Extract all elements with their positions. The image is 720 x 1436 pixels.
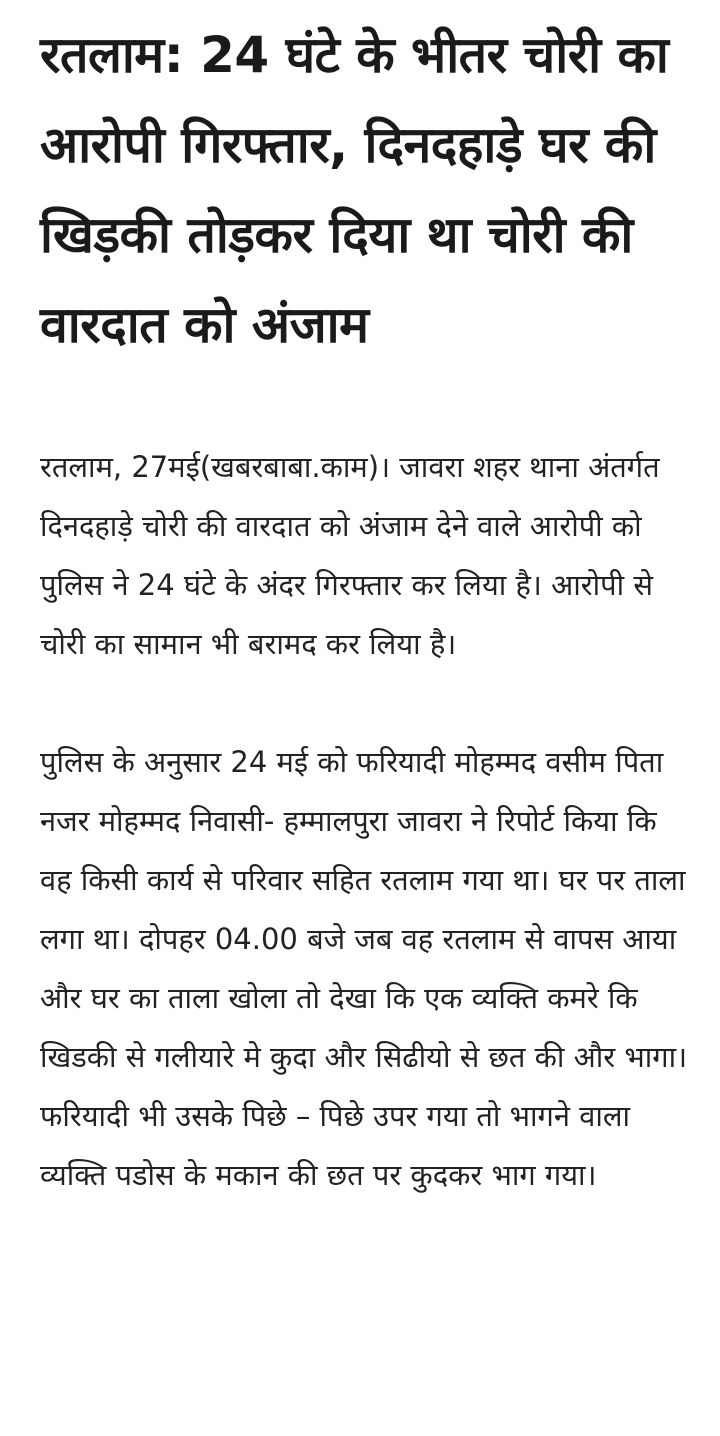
article-paragraph-1: रतलाम, 27मई(खबरबाबा.काम)। जावरा शहर थाना अंतर्गत दिनदहाड़े चोरी की वारदात को अंजाम देने वाले आरोपी को पुलिस ने 24 घंटे के अंदर गिरफ्तार कर लिया है। आरोपी से चोरी का सामान भी बरामद कर लिया है। — [40, 450, 660, 661]
article-paragraph-2: पुलिस के अनुसार 24 मई को फरियादी मोहम्मद वसीम पिता नजर मोहम्मद निवासी- हम्मालपुरा जावरा ने रिपोर्ट किया कि वह किसी कार्य से परिवार सहित रतलाम गया था। घर पर ताला लगा था। दोपहर 04.00 बजे जब वह रतलाम से वापस आया और घर का ताला खोला तो देखा कि एक व्यक्ति कमरे कि खिडकी से गलीयारे मे कुदा और सिढीयो से छत की और भागा।फरियादी भी उसके पिछे – पिछे उपर गया तो भागने वाला व्यक्ति पडोस के मकान की छत पर कुदकर भाग गया। — [40, 745, 688, 1192]
news-article — [40, 0, 690, 1205]
article-headline: रतलाम: 24 घंटे के भीतर चोरी का आरोपी गिरफ्तार, दिनदहाड़े घर की खिड़की तोड़कर दिया था चोरी की वारदात को अंजाम — [40, 26, 669, 354]
